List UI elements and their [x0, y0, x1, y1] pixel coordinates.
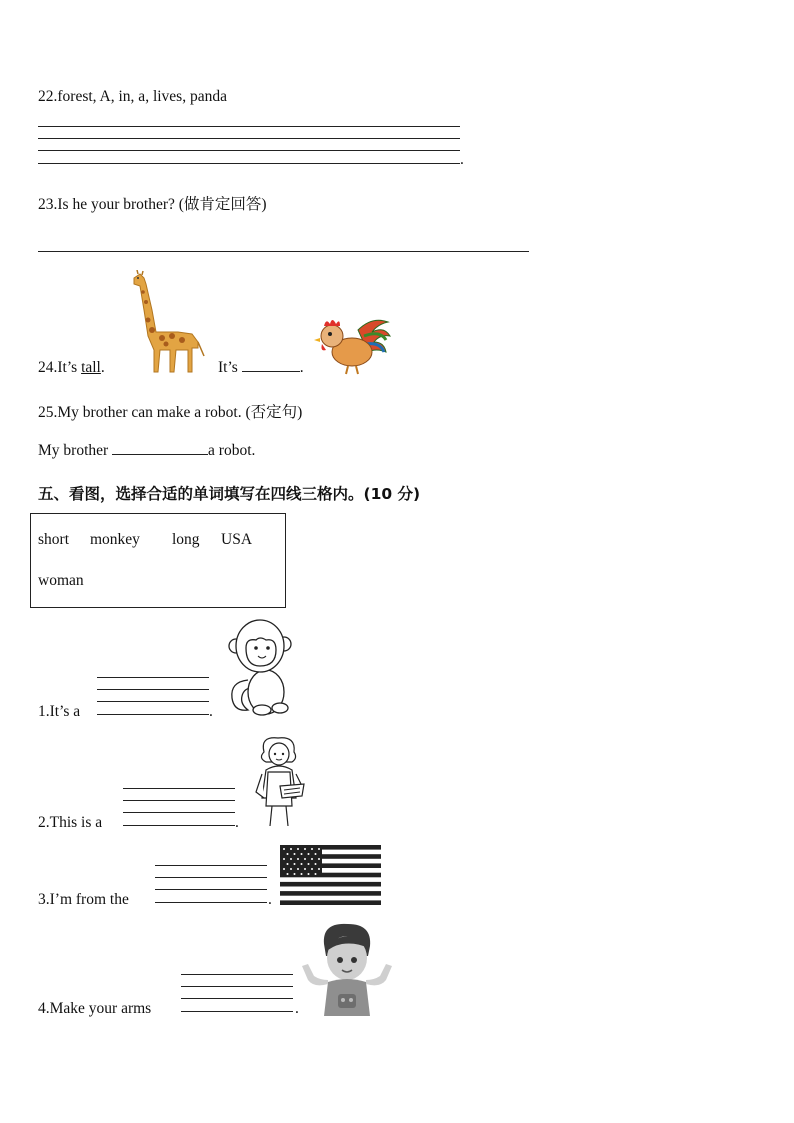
period: . — [295, 1000, 299, 1017]
monkey-icon — [226, 618, 292, 718]
four-line-grid-1[interactable] — [97, 677, 209, 715]
period: . — [460, 151, 464, 168]
q24-its: It’s — [218, 359, 238, 376]
item-1-label: 1.It’s a — [38, 703, 81, 720]
question-24-blank — [218, 359, 304, 377]
word-bank-item: USA — [221, 531, 253, 548]
item-3-label: 3.I’m from the — [38, 891, 129, 908]
answer-blank-25[interactable] — [112, 454, 208, 455]
four-line-grid-4[interactable] — [181, 974, 293, 1012]
word-bank-item: woman — [38, 572, 84, 589]
q25-answer-prefix: My brother — [38, 442, 109, 459]
word-bank — [30, 513, 286, 608]
period: . — [235, 814, 239, 831]
question-22: 22.forest, A, in, a, lives, panda — [38, 88, 227, 105]
period: . — [299, 359, 304, 376]
question-23: 23.Is he your brother? (做肯定回答) — [38, 196, 267, 213]
question-25: 25.My brother can make a robot. (否定句) — [38, 404, 303, 421]
giraffe-icon — [126, 270, 206, 374]
item-2-label: 2.This is a — [38, 814, 103, 831]
boy-arms-icon — [298, 922, 396, 1016]
q24-underlined-word: tall — [81, 359, 101, 376]
rooster-icon — [310, 312, 392, 376]
q24-prefix: 24.It’s — [38, 359, 82, 376]
answer-line-23[interactable] — [38, 251, 529, 252]
question-25-answer — [38, 442, 255, 460]
woman-icon — [250, 736, 312, 830]
answer-four-line-22[interactable] — [38, 126, 460, 166]
four-line-grid-3[interactable] — [155, 865, 267, 903]
period: . — [209, 703, 213, 720]
word-bank-item: monkey — [90, 531, 140, 548]
question-24 — [38, 359, 105, 377]
word-bank-item: long — [172, 531, 200, 548]
word-bank-item: short — [38, 531, 69, 548]
four-line-grid-2[interactable] — [123, 788, 235, 826]
item-4-label: 4.Make your arms — [38, 1000, 152, 1017]
section-title: 五、看图，选择合适的单词填写在四线三格内。(10 分) — [38, 485, 421, 503]
period: . — [100, 359, 105, 376]
q25-answer-suffix: a robot. — [208, 442, 256, 459]
answer-blank-24[interactable] — [242, 371, 300, 372]
period: . — [268, 891, 272, 908]
usa-flag-icon — [280, 845, 381, 905]
